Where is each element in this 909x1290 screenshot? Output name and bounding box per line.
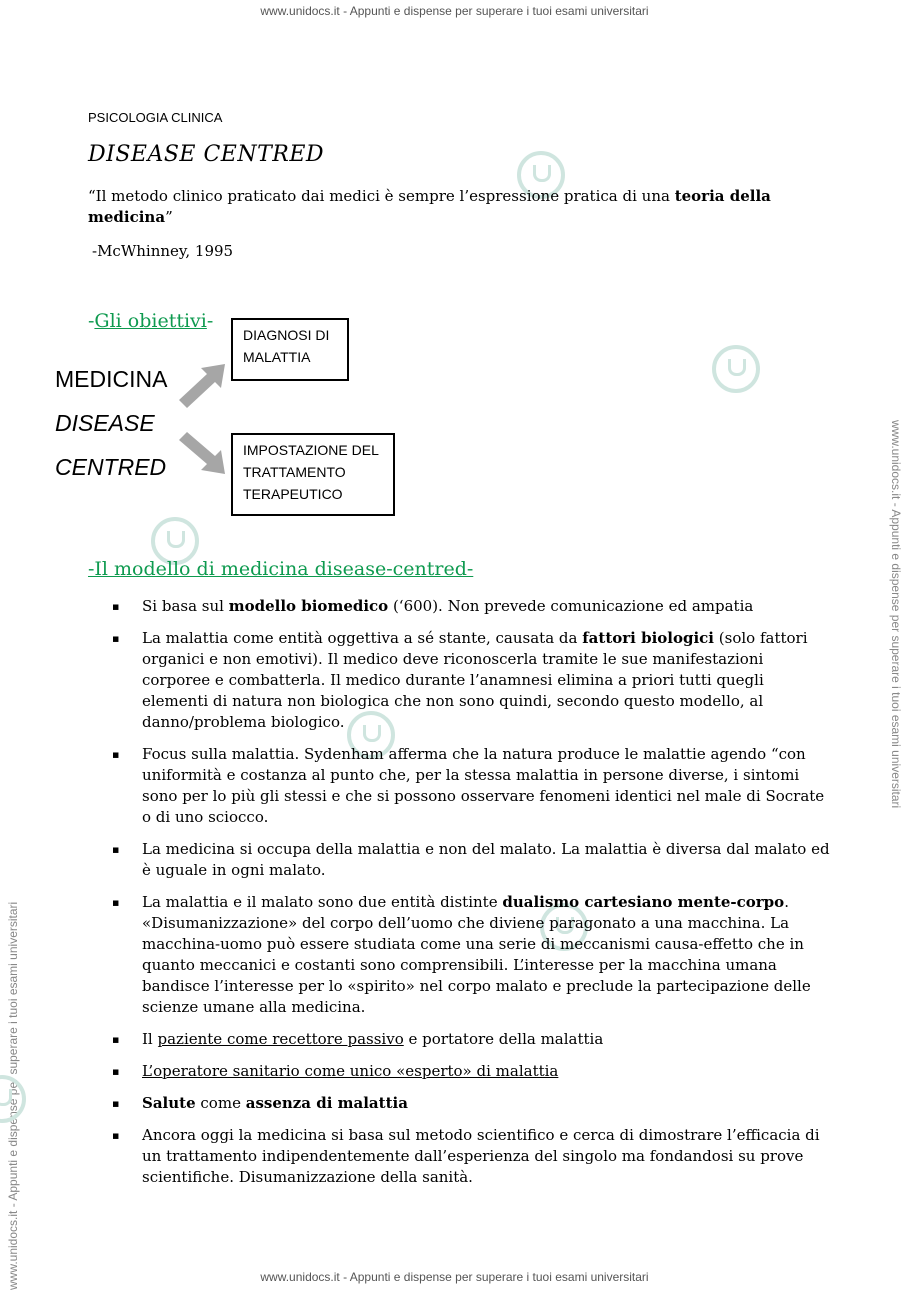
arrow-up-right-icon: [179, 364, 225, 408]
item-text: La malattia come entità oggettiva a sé stante, causata da: [142, 629, 583, 647]
bullet-marker: ▪: [112, 748, 120, 761]
model-heading-text: -Il modello di medicina disease-centred-: [88, 558, 474, 580]
objectives-heading-text: Gli obiettivi: [94, 310, 207, 332]
item-text: Ancora oggi la medicina si basa sul metodo scientifico e cerca di dimostrare l’efficacia di un trattamento indipendentemente dall’esperienza del singolo ma fondandosi su prove scientifiche. Disumanizzazione della sanità.: [142, 1126, 820, 1186]
subject-label: PSICOLOGIA CLINICA: [88, 110, 223, 125]
list-item: [112, 1061, 832, 1082]
diagram-label-medicina: MEDICINA: [55, 366, 168, 392]
page-title: DISEASE CENTRED: [88, 142, 325, 167]
quote-text: “Il metodo clinico praticato dai medici è sempre l’espressione pratica di una: [88, 187, 675, 205]
model-heading: [88, 558, 473, 580]
item-text: La malattia e il malato sono due entità distinte: [142, 893, 503, 911]
objectives-dash: -: [206, 310, 214, 332]
box-treatment-line: IMPOSTAZIONE DEL: [243, 442, 379, 458]
diagram-arrows: [175, 360, 235, 480]
quote-author: -McWhinney, 1995: [92, 242, 234, 260]
bullet-marker: ▪: [112, 843, 120, 856]
list-item: [112, 1029, 832, 1050]
arrow-down-right-icon: [179, 432, 225, 474]
list-item: [112, 1125, 832, 1188]
item-text: . «Disumanizzazione» del corpo dell’uomo che diviene paragonato a una macchina. La macchina-uomo può essere studiata come una serie di meccanismi causa-effetto che in quanto meccanici e costanti sono comprensibili. L’interesse per la macchina umana bandisce l’interesse per lo «spirito» nel corpo malato e preclude la partecipazione delle scienze umane alla medicina.: [142, 893, 811, 1016]
item-text: La medicina si occupa della malattia e non del malato. La malattia è diversa dal malato ed è uguale in ogni malato.: [142, 840, 830, 879]
box-diagnosis-line: MALATTIA: [243, 349, 311, 365]
watermark-header: www.unidocs.it - Appunti e dispense per superare i tuoi esami universitari: [260, 4, 649, 18]
watermark-right: www.unidocs.it - Appunti e dispense per superare i tuoi esami universitari: [889, 420, 903, 809]
diagram-label-centred: CENTRED: [55, 454, 167, 480]
bullet-marker: ▪: [112, 1065, 120, 1078]
list-item: [112, 744, 832, 828]
objectives-dash: -: [88, 310, 95, 332]
quote-bold: teoria della medicina: [88, 187, 771, 226]
bullet-marker: ▪: [112, 632, 120, 645]
objectives-heading: [88, 310, 213, 332]
item-text: come: [195, 1094, 246, 1112]
bullet-marker: ▪: [112, 1097, 120, 1110]
bullet-marker: ▪: [112, 1033, 120, 1046]
box-diagnosis: [231, 318, 349, 381]
bullet-marker: ▪: [112, 1129, 120, 1142]
item-text: (solo fattori organici e non emotivi). Il medico deve riconoscerla tramite le sue manifestazioni corporee e combatterla. Il medico durante l’anamnesi elimina a priori tutti quegli elementi di natura non biologica che non sono quindi, secondo questo modello, al danno/problema biologico.: [142, 629, 808, 731]
item-bold: modello biomedico: [228, 597, 389, 615]
watermark-left: www.unidocs.it - Appunti e dispense per superare i tuoi esami universitari: [6, 901, 20, 1290]
opening-quote: [88, 186, 788, 228]
list-item: [112, 596, 832, 617]
unidocs-logo-icon: [0, 1075, 26, 1123]
item-underlined: L’operatore sanitario come unico «esperto» di malattia: [142, 1062, 559, 1080]
list-item: [112, 628, 832, 733]
bullet-list: [112, 596, 832, 1199]
item-text: Focus sulla malattia. Sydenham afferma che la natura produce le malattie agendo “con uniformità e costanza al punto che, per la stessa malattia in persone diverse, i sintomi sono per lo più gli stessi e che si possono osservare fenomeni identici nel male di Socrate o di uno sciocco.: [142, 745, 825, 826]
list-item: [112, 892, 832, 1018]
item-bold: assenza di malattia: [245, 1094, 408, 1112]
box-treatment-line: TRATTAMENTO: [243, 464, 346, 480]
item-text: (‘600). Non prevede comunicazione ed ampatia: [388, 597, 754, 615]
item-bold: Salute: [142, 1094, 196, 1112]
bullet-marker: ▪: [112, 600, 120, 613]
item-text: e portatore della malattia: [403, 1030, 604, 1048]
diagram-label-disease: DISEASE: [55, 410, 155, 436]
item-bold: dualismo cartesiano mente-corpo: [502, 893, 785, 911]
box-treatment-line: TERAPEUTICO: [243, 486, 343, 502]
item-text: Si basa sul: [142, 597, 229, 615]
box-diagnosis-line: DIAGNOSI DI: [243, 327, 330, 343]
watermark-footer: www.unidocs.it - Appunti e dispense per superare i tuoi esami universitari: [260, 1270, 649, 1284]
item-bold: fattori biologici: [582, 629, 714, 647]
box-treatment: [231, 433, 395, 516]
list-item: [112, 839, 832, 881]
unidocs-logo-icon: [712, 345, 760, 393]
list-item: [112, 1093, 832, 1114]
item-underlined: paziente come recettore passivo: [157, 1030, 404, 1048]
item-text: Il: [142, 1030, 158, 1048]
quote-close: ”: [165, 208, 173, 226]
bullet-marker: ▪: [112, 896, 120, 909]
